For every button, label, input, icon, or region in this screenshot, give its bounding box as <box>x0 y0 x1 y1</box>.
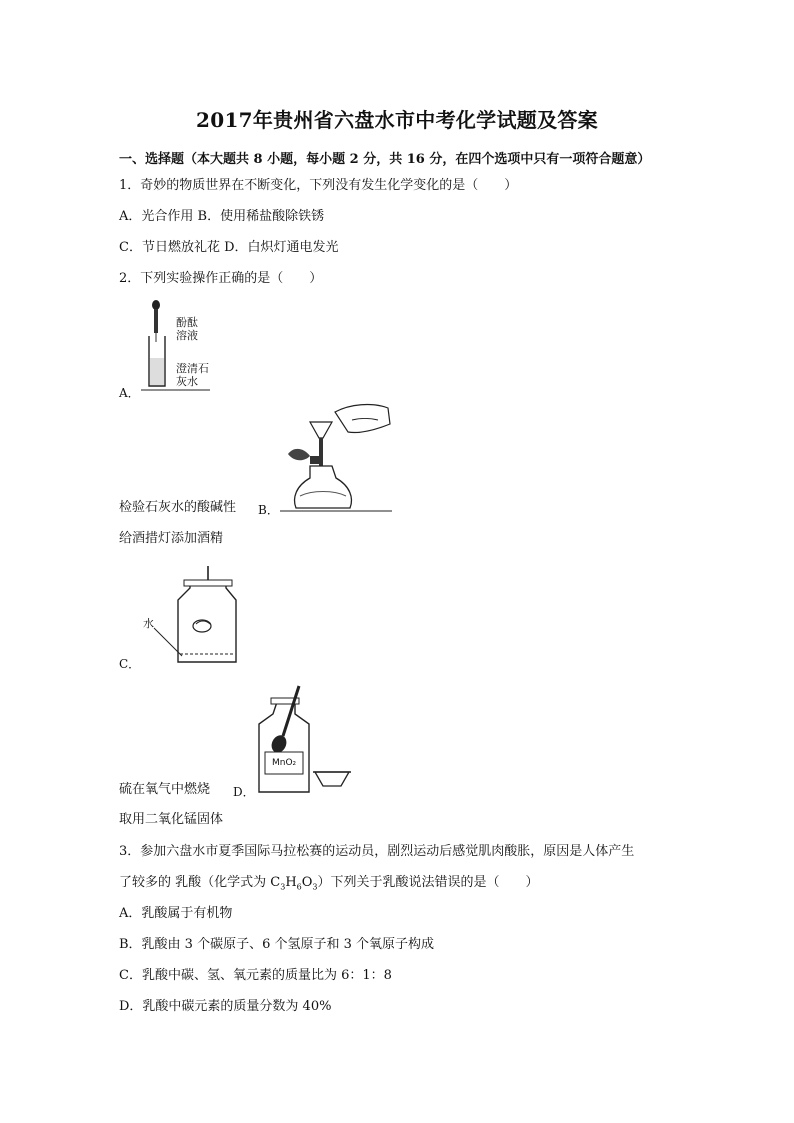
option-c-caption: 硫在氧气中燃烧 <box>119 782 211 797</box>
option-d-letter: D． <box>233 785 255 799</box>
option-b-letter: B． <box>258 503 279 517</box>
option-b-caption: 给酒措灯添加酒精 <box>119 531 224 546</box>
question-1-options-cd: C．节日燃放礼花 D．白炽灯通电发光 <box>119 240 339 255</box>
option-a-letter: A． <box>119 386 140 400</box>
section-heading: 一、选择题（本大题共 8 小题，每小题 2 分，共 16 分，在四个选项中只有一项符合题意） <box>119 152 651 167</box>
question-2-stem: 2．下列实验操作正确的是（ ） <box>119 271 323 286</box>
figure-c-label-water: 水 <box>143 617 154 630</box>
question-1-stem: 1．奇妙的物质世界在不断变化，下列没有发生化学变化的是（ ） <box>119 178 518 193</box>
figure-d-label-mno2: MnO₂ <box>272 758 297 768</box>
question-3-option-d: D．乳酸中碳元素的质量分数为 40% <box>119 999 332 1014</box>
figure-a-label-limewater: 澄清石灰水 <box>176 362 209 388</box>
option-d-caption: 取用二氧化锰固体 <box>119 812 224 827</box>
question-3-option-a: A．乳酸属于有机物 <box>119 906 233 921</box>
figure-c-gas-bottle <box>140 566 240 666</box>
page-title: 2017年贵州省六盘水市中考化学试题及答案 <box>196 108 598 132</box>
question-3-stem-line2: 了较多的 乳酸（化学式为 $C_3H_6O_3$）下列关于乳酸说法错误的是（ ） <box>119 875 539 892</box>
figure-d-mno2-bottle <box>255 684 355 796</box>
question-1-options-ab: A．光合作用 B．使用稀盐酸除铁锈 <box>119 209 325 224</box>
option-a-caption: 检验石灰水的酸碱性 <box>119 500 237 515</box>
option-c-letter: C． <box>119 657 141 671</box>
question-3-stem-line1: 3．参加六盘水市夏季国际马拉松赛的运动员，剧烈运动后感觉肌肉酸胀，原因是人体产生 <box>119 844 635 859</box>
figure-a-dropper-test <box>140 298 215 398</box>
question-3-option-c: C．乳酸中碳、氢、氧元素的质量比为 6：1：8 <box>119 968 392 983</box>
figure-a-label-phenolphthalein: 酚酞溶液 <box>176 316 198 342</box>
figure-b-alcohol-lamp <box>280 400 395 514</box>
question-3-option-b: B．乳酸由 3 个碳原子、6 个氢原子和 3 个氧原子构成 <box>119 937 435 952</box>
